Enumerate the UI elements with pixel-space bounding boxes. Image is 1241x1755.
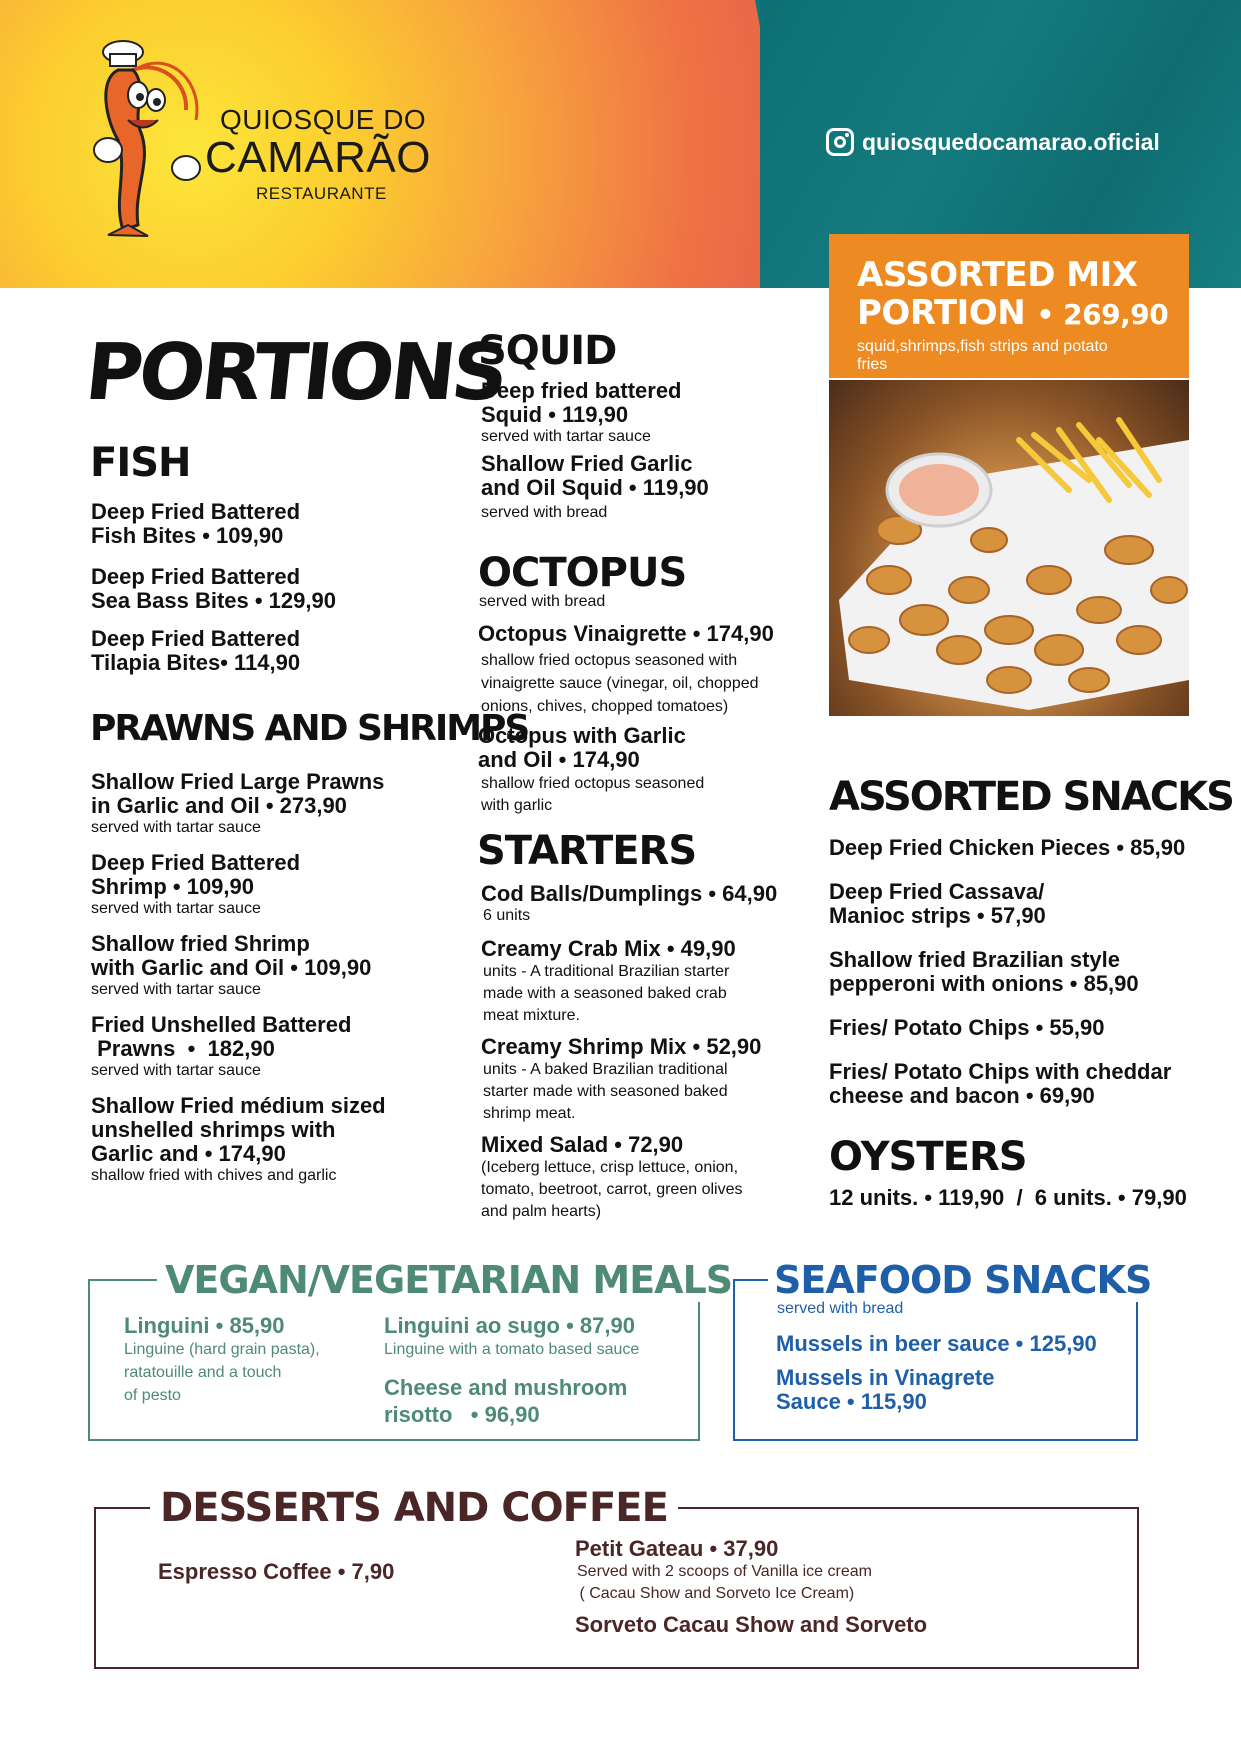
mix-price: • 269,90 — [1036, 298, 1169, 331]
octopus-desc — [478, 649, 774, 718]
fried-seafood-illustration — [829, 380, 1189, 716]
starters-title: STARTERS — [477, 828, 697, 874]
prawn-item — [91, 770, 386, 837]
seafood-list — [776, 1332, 1097, 1414]
prawns-title: PRAWNS AND SHRIMPS — [90, 708, 529, 749]
starter-item — [481, 1035, 777, 1125]
item-note: Served with 2 scoops of Vanilla ice cream — [577, 1563, 872, 1580]
instagram-icon — [826, 128, 854, 156]
octopus-item — [478, 622, 774, 718]
item-price-line: Creamy Crab Mix • 49,90 — [481, 936, 736, 961]
fried-seafood-photo — [829, 380, 1189, 716]
item-price-line: in Garlic and Oil • 273,90 — [91, 793, 347, 818]
snack-item: Deep Fried Chicken Pieces • 85,90 — [829, 835, 1186, 860]
item-note: shallow fried octopus seasoned with — [481, 652, 738, 669]
octopus-title: OCTOPUS — [478, 550, 687, 596]
item-line: Shallow Fried Large Prawns — [91, 769, 385, 794]
fish-list — [91, 500, 336, 675]
item-note: units - A baked Brazilian traditional — [483, 1061, 728, 1078]
sorveto-item: Sorveto Cacau Show and Sorveto — [575, 1612, 928, 1637]
item-note: made with a seasoned baked crab — [483, 985, 727, 1002]
shrimp-mascot-logo — [78, 40, 208, 240]
item-price-line: Linguini ao sugo • 87,90 — [384, 1313, 635, 1338]
item-price-line: and Oil Squid • 119,90 — [481, 475, 709, 500]
espresso-item: Espresso Coffee • 7,90 — [158, 1559, 395, 1584]
item-note: ratatouille and a touch — [124, 1364, 282, 1381]
prawn-item — [91, 932, 386, 999]
mix-title-line2 — [857, 294, 1189, 334]
item-line: unshelled shrimps with — [91, 1117, 336, 1142]
item-price-line: Shrimp • 109,90 — [91, 874, 255, 899]
item-price-line: Manioc strips • 57,90 — [829, 903, 1046, 928]
item-note: with garlic — [481, 797, 553, 814]
item-price-line: Prawns • 182,90 — [91, 1036, 275, 1061]
octopus-item — [478, 724, 774, 817]
seafood-title: SEAFOOD SNACKS — [768, 1258, 1157, 1302]
item-note: of pesto — [124, 1387, 181, 1404]
item-note: ( Cacau Show and Sorveto Ice Cream) — [575, 1585, 855, 1602]
snacks-title: ASSORTED SNACKS — [829, 774, 1233, 820]
item-note: units - A traditional Brazilian starter — [483, 963, 730, 980]
vegan-item-risotto — [384, 1374, 627, 1428]
snacks-list — [829, 836, 1185, 1108]
squid-item — [481, 379, 709, 446]
instagram-handle[interactable] — [826, 128, 1160, 156]
item-note: starter made with seasoned baked — [483, 1083, 728, 1100]
desserts-title: DESSERTS AND COFFEE — [150, 1485, 678, 1531]
vegan-title: VEGAN/VEGETARIAN MEALS — [157, 1258, 740, 1302]
starter-desc — [481, 1157, 777, 1223]
item-line: Mussels in Vinagrete — [776, 1365, 995, 1390]
item-note: shallow fried with chives and garlic — [91, 1167, 337, 1184]
item-note: 6 units — [483, 907, 531, 924]
item-line: Cheese and mushroom — [384, 1375, 628, 1400]
item-note: served with tartar sauce — [91, 819, 261, 836]
item-note: served with tartar sauce — [91, 1062, 261, 1079]
petit-gateau-item — [575, 1537, 927, 1637]
prawn-item — [91, 851, 386, 918]
item-line: Shallow Fried Garlic — [481, 451, 693, 476]
item-note: Linguine with a tomato based sauce — [384, 1341, 640, 1358]
item-line: Deep Fried Battered — [91, 564, 301, 589]
item-line: Fries/ Potato Chips with cheddar — [829, 1059, 1172, 1084]
item-note: (Iceberg lettuce, crisp lettuce, onion, — [481, 1159, 739, 1176]
mix-title-portion: PORTION — [857, 293, 1026, 333]
oysters-prices: 12 units. • 119,90 / 6 units. • 79,90 — [829, 1185, 1187, 1210]
item-price-line: with Garlic and Oil • 109,90 — [91, 955, 372, 980]
brand-line3: RESTAURANTE — [256, 184, 387, 203]
item-line: Deep fried battered — [481, 378, 682, 403]
item-note: vinaigrette sauce (vinegar, oil, chopped — [481, 675, 759, 692]
item-price-line: Creamy Shrimp Mix • 52,90 — [481, 1034, 762, 1059]
vegan-item-sugo — [384, 1314, 639, 1361]
starter-item — [481, 882, 777, 925]
item-price-line: Mixed Salad • 72,90 — [481, 1132, 684, 1157]
item-price-line: Sauce • 115,90 — [776, 1389, 927, 1414]
item-line: Deep Fried Cassava/ — [829, 879, 1045, 904]
seafood-item: Mussels in beer sauce • 125,90 — [776, 1331, 1097, 1356]
item-line: Fried Unshelled Battered — [91, 1012, 352, 1037]
starter-item — [481, 1133, 777, 1223]
assorted-mix-box — [829, 234, 1189, 378]
item-line: Shallow Fried médium sized — [91, 1093, 386, 1118]
mix-description: squid,shrimps,fish strips and potato fries — [857, 338, 1108, 373]
item-note: served with tartar sauce — [91, 981, 261, 998]
item-line: Shallow fried Shrimp — [91, 931, 310, 956]
item-note: tomato, beetroot, carrot, green olives — [481, 1181, 743, 1198]
item-line: Deep Fried Battered — [91, 499, 301, 524]
squid-item — [481, 452, 709, 522]
brand-line2: CAMARÃO — [205, 133, 431, 182]
brand-line1: QUIOSQUE DO — [220, 104, 427, 135]
fish-item — [91, 627, 336, 675]
item-note: shrimp meat. — [483, 1105, 576, 1122]
snack-item: Fries/ Potato Chips • 55,90 — [829, 1015, 1105, 1040]
instagram-text: quiosquedocamarao.oficial — [862, 128, 1160, 155]
portions-title: PORTIONS — [81, 328, 509, 418]
item-price-line: Fish Bites • 109,90 — [91, 523, 284, 548]
item-line: Deep Fried Battered — [91, 626, 301, 651]
item-price-line: cheese and bacon • 69,90 — [829, 1083, 1095, 1108]
item-price-line: Cod Balls/Dumplings • 64,90 — [481, 881, 778, 906]
fish-title: FISH — [90, 440, 191, 486]
item-price-line: Garlic and • 174,90 — [91, 1141, 286, 1166]
item-note: and palm hearts) — [481, 1203, 602, 1220]
squid-title: SQUID — [478, 328, 617, 374]
item-price-line: risotto • 96,90 — [384, 1402, 540, 1427]
item-price-line: Octopus Vinaigrette • 174,90 — [478, 621, 774, 646]
item-line: Octopus with Garlic — [478, 723, 686, 748]
snack-item — [829, 880, 1185, 928]
fish-item — [91, 565, 336, 613]
fish-item — [91, 500, 336, 548]
seafood-item — [776, 1366, 1097, 1414]
item-note: shallow fried octopus seasoned — [481, 775, 705, 792]
prawn-item — [91, 1094, 386, 1185]
item-note: Linguine (hard grain pasta), — [124, 1341, 320, 1358]
item-price-line: and Oil • 174,90 — [478, 747, 640, 772]
item-price-line: Squid • 119,90 — [481, 402, 629, 427]
item-note: served with tartar sauce — [481, 428, 651, 445]
starter-desc — [481, 961, 777, 1027]
vegan-item-linguini — [124, 1314, 320, 1407]
starters-list — [481, 882, 777, 1223]
octopus-note: served with bread — [479, 593, 606, 610]
snack-item — [829, 1060, 1185, 1108]
item-note: served with tartar sauce — [91, 900, 261, 917]
item-line: Shallow fried Brazilian style — [829, 947, 1120, 972]
prawn-item — [91, 1013, 386, 1080]
octopus-list — [478, 622, 774, 817]
item-price-line: Tilapia Bites• 114,90 — [91, 650, 301, 675]
mix-title-line1: ASSORTED MIX — [857, 255, 1138, 295]
oysters-title: OYSTERS — [829, 1134, 1027, 1180]
item-note: onions, chives, chopped tomatoes) — [481, 698, 729, 715]
prawns-list — [91, 770, 386, 1185]
item-note: served with bread — [481, 504, 608, 521]
snack-item — [829, 948, 1185, 996]
squid-list — [481, 379, 709, 522]
seafood-note: served with bread — [777, 1300, 904, 1317]
starter-item — [481, 937, 777, 1027]
item-line: Deep Fried Battered — [91, 850, 301, 875]
item-price-line: pepperoni with onions • 85,90 — [829, 971, 1139, 996]
octopus-desc — [478, 773, 774, 817]
item-price-line: Sea Bass Bites • 129,90 — [91, 588, 336, 613]
starter-desc — [481, 1059, 777, 1125]
item-price-line: Petit Gateau • 37,90 — [575, 1536, 779, 1561]
item-note: meat mixture. — [483, 1007, 580, 1024]
item-price-line: Linguini • 85,90 — [124, 1313, 285, 1338]
